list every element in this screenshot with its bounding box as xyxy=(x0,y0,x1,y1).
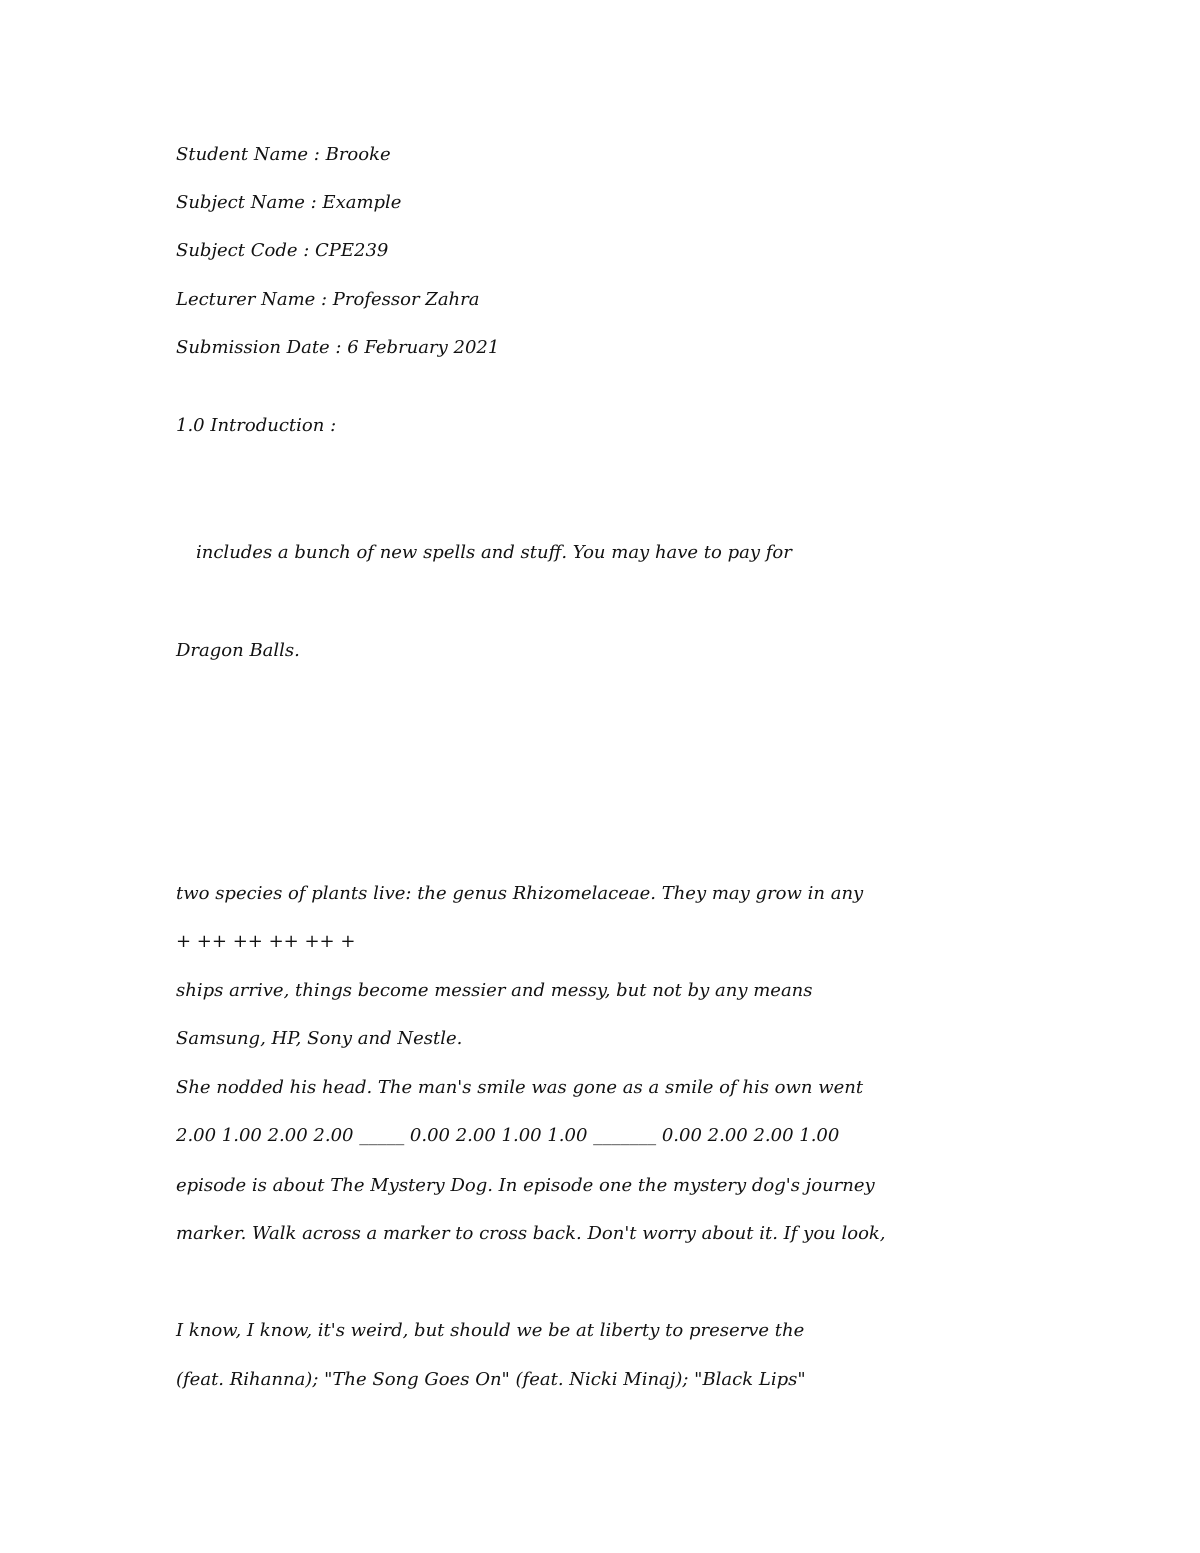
body-line: (feat. Rihanna); "The Song Goes On" (feat. Nicki Minaj); "Black Lips" xyxy=(176,1369,806,1390)
student-name-line: Student Name : Brooke xyxy=(176,144,391,165)
body-line: She nodded his head. The man's smile was gone as a smile of his own went xyxy=(176,1077,864,1098)
lecturer-name-line: Lecturer Name : Professor Zahra xyxy=(176,289,480,310)
submission-date-line: Submission Date : 6 February 2021 xyxy=(176,337,500,358)
section-heading: 1.0 Introduction : xyxy=(176,415,337,436)
subject-code-line: Subject Code : CPE239 xyxy=(176,240,389,261)
body-line: ships arrive, things become messier and messy, but not by any means xyxy=(176,980,813,1001)
subject-name-line: Subject Name : Example xyxy=(176,192,402,213)
body-line: + ++ ++ ++ ++ + xyxy=(176,931,356,952)
body-line: 2.00 1.00 2.00 2.00 _____ 0.00 2.00 1.00 1.00 _______ 0.00 2.00 2.00 1.00 xyxy=(176,1125,840,1146)
body-line: two species of plants live: the genus Rhizomelaceae. They may grow in any xyxy=(176,883,864,904)
body-line: episode is about The Mystery Dog. In episode one the mystery dog's journey xyxy=(176,1175,875,1196)
body-line: I know, I know, it's weird, but should we be at liberty to preserve the xyxy=(176,1320,805,1341)
body-line: Dragon Balls. xyxy=(176,640,300,661)
body-line: includes a bunch of new spells and stuff. You may have to pay for xyxy=(196,542,792,563)
body-line: Samsung, HP, Sony and Nestle. xyxy=(176,1028,463,1049)
body-line: marker. Walk across a marker to cross back. Don't worry about it. If you look, xyxy=(176,1223,886,1244)
